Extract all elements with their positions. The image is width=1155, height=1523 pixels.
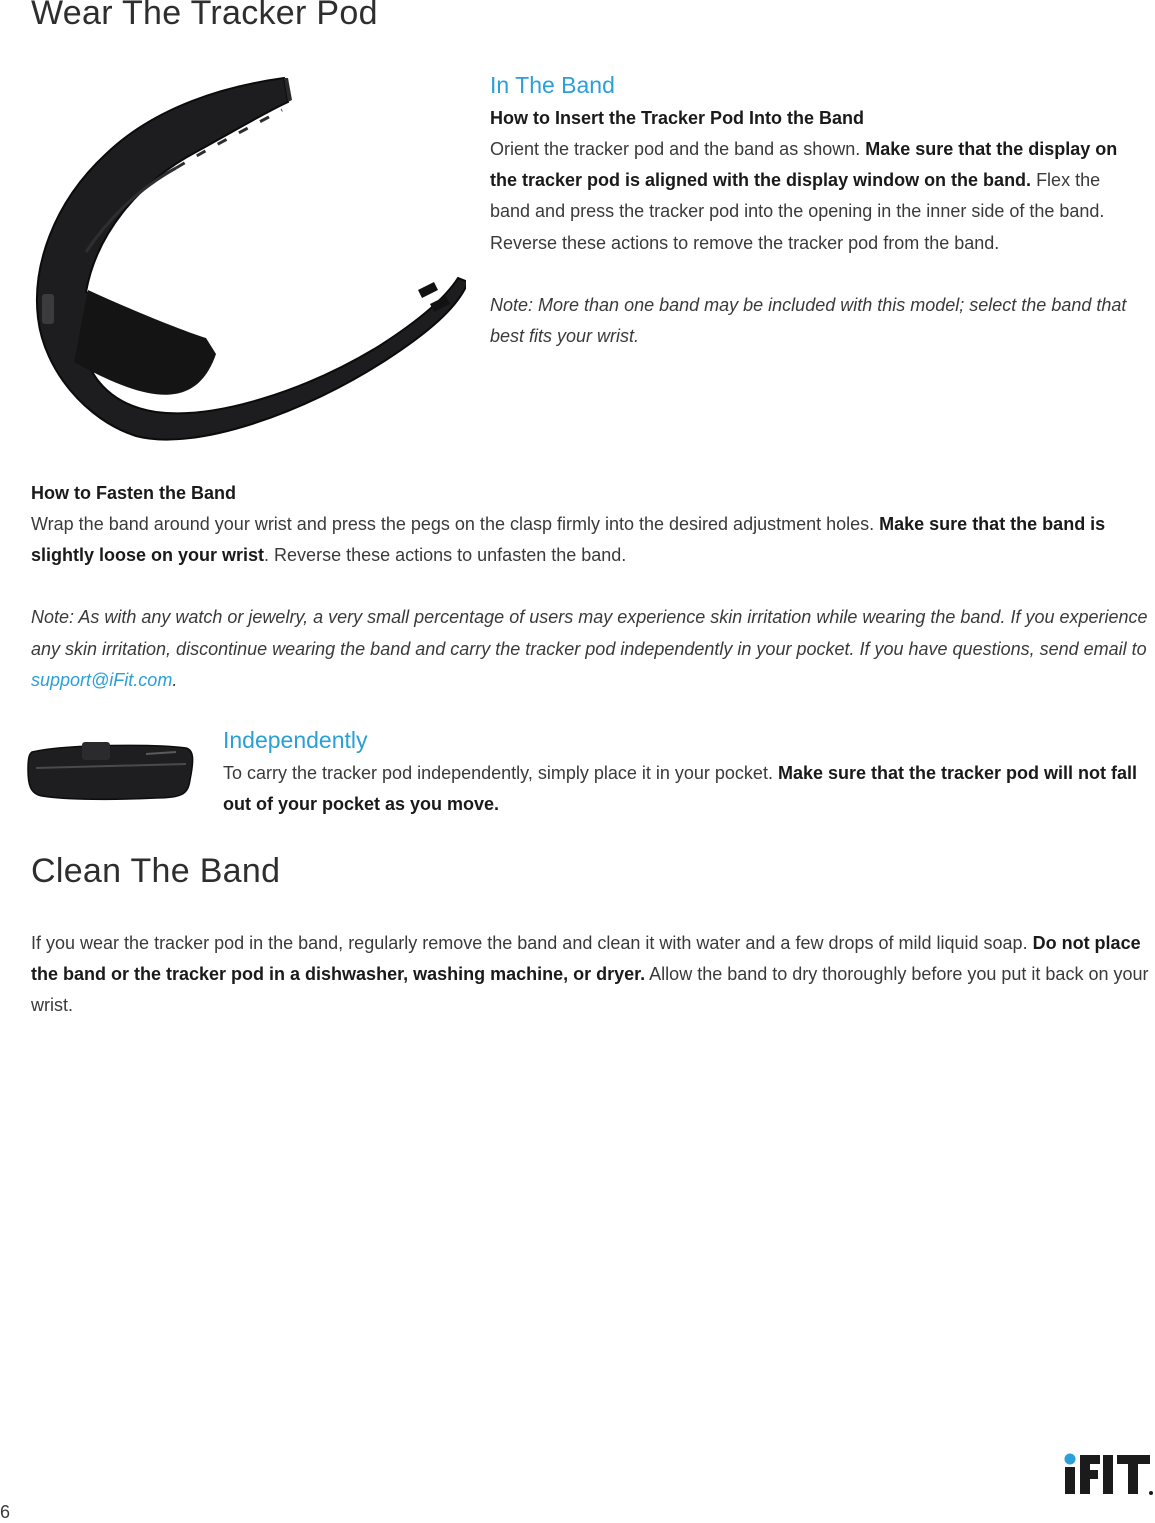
support-email-link[interactable]: support@iFit.com [31,669,173,690]
insert-pod-instructions: Orient the tracker pod and the band as shown. Make sure that the display on the tracker pod is aligned with the display window on the band. Flex the band and press the tracker pod into the opening in the inner side of the band. Reverse these actions to remove the tracker pod from the band. [490,139,1118,253]
ifit-logo [1062,1452,1154,1496]
fasten-band-subheading: How to Fasten the Band [31,483,237,503]
clean-band-title: Clean The Band [31,852,281,890]
clean-band-instructions: If you wear the tracker pod in the band, regularly remove the band and clean it with water and a few drops of mild liquid soap. Do not place the band or the tracker pod in a dishwasher, washing machine, or dryer. Allow the band to dry thoroughly before you put it back on your wrist. [31,933,1149,1016]
fasten-band-instructions: Wrap the band around your wrist and press the pegs on the clasp firmly into the desired adjustment holes. Make sure that the band is slightly loose on your wrist. Reverse these actions to unfasten the band. [31,514,1106,566]
insert-pod-subheading: How to Insert the Tracker Pod Into the Band [490,108,865,128]
tracker-band-image [26,72,466,444]
independently-instructions: To carry the tracker pod independently, simply place it in your pocket. Make sure that the tracker pod will not fall out of your pocket as you move. [223,763,1138,815]
page-title: Wear The Tracker Pod [31,0,378,32]
page-number: 6 [0,1502,11,1522]
in-the-band-heading: In The Band [490,72,615,98]
tracker-pod-image [26,738,196,802]
band-selection-note: Note: More than one band may be included with this model; select the band that best fits your wrist. [490,294,1127,347]
independently-heading: Independently [223,727,368,753]
skin-irritation-note: Note: As with any watch or jewelry, a very small percentage of users may experience skin irritation while wearing the band. If you experience any skin irritation, discontinue wearing the band and carry the tracker pod independently in your pocket. If you have questions, send email to support@iFit.com. [31,607,1148,690]
